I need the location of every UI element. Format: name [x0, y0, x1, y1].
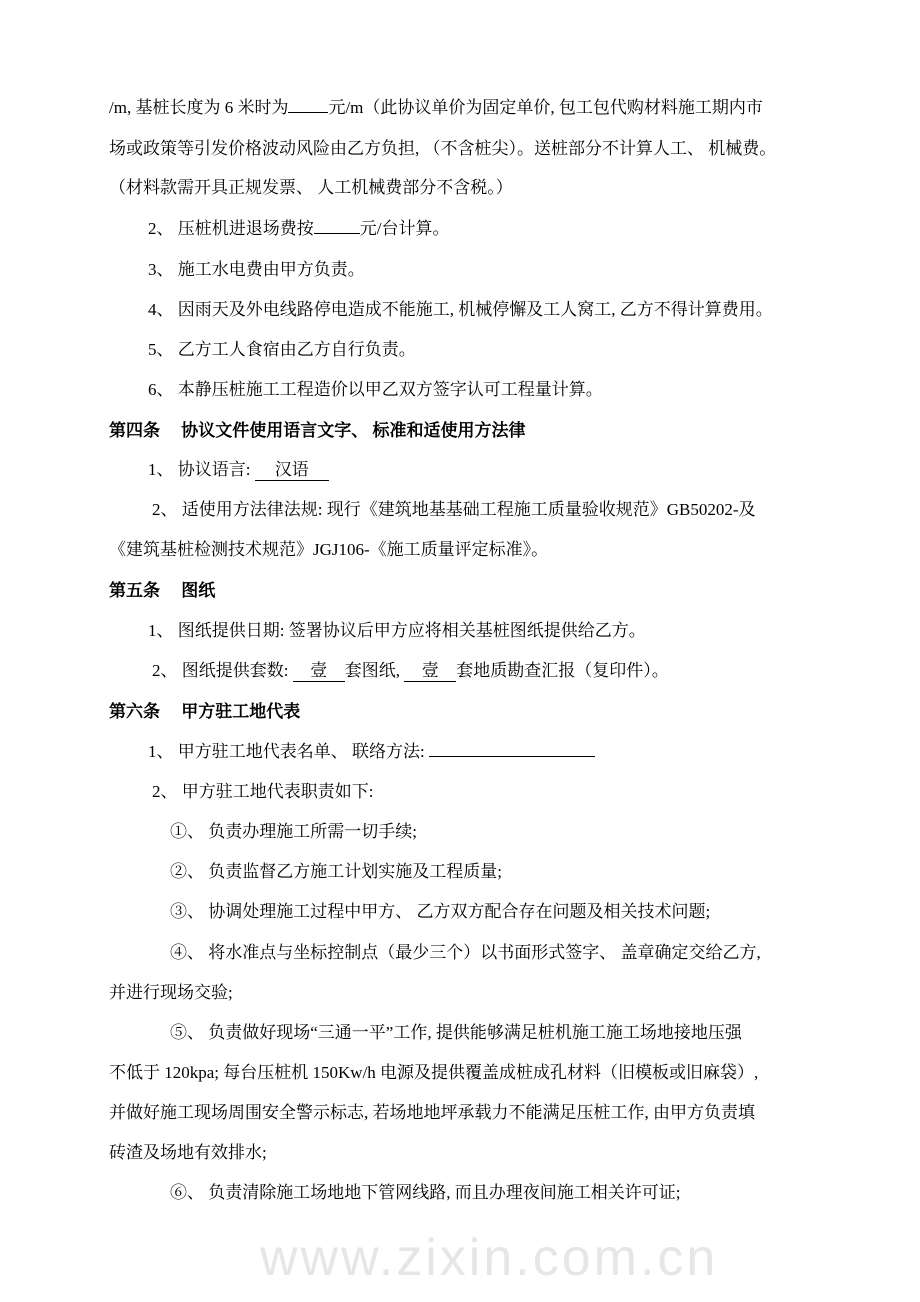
text-line: 2、 适使用方法律法规: 现行《建筑地基基础工程施工质量验收规范》GB50202-及: [152, 500, 756, 519]
text-line: （材料款需开具正规发票、 人工机械费部分不含税。）: [109, 178, 513, 197]
text-line: 不低于 120kpa; 每台压桩机 150Kw/h 电源及提供覆盖成桩成孔材料（旧模板或旧麻袋）,: [109, 1063, 759, 1082]
text-line: 3、 施工水电费由甲方负责。: [148, 260, 365, 279]
text-line: [109, 88, 763, 128]
text: 套地质勘查汇报（复印件）。: [456, 661, 669, 680]
text-line: 《建筑基桩检测技术规范》JGJ106-《施工质量评定标准》。: [109, 540, 549, 559]
text-line: 砖渣及场地有效排水;: [109, 1143, 267, 1162]
text: 1、 协议语言:: [148, 460, 251, 479]
text-line: 场或政策等引发价格波动风险由乙方负担, （不含桩尖）。送桩部分不计算人工、 机械费。: [109, 139, 777, 158]
text-line: 1、 图纸提供日期: 签署协议后甲方应将相关基桩图纸提供给乙方。: [148, 621, 646, 640]
text-line: 2、 甲方驻工地代表职责如下:: [152, 782, 374, 801]
filled-field: 壹: [293, 661, 345, 682]
text-line: ⑥、 负责清除施工场地地下管网线路, 而且办理夜间施工相关许可证;: [170, 1183, 681, 1202]
text-line: [148, 450, 329, 490]
text-line: 并做好施工现场周围安全警示标志, 若场地地坪承载力不能满足压桩工作, 由甲方负责填: [109, 1103, 755, 1122]
section-heading: 第六条 甲方驻工地代表: [109, 702, 301, 721]
text-line: ①、 负责办理施工所需一切手续;: [170, 822, 417, 841]
text: 2、 图纸提供套数:: [152, 661, 289, 680]
text-line: ③、 协调处理施工过程中甲方、 乙方双方配合存在问题及相关技术问题;: [170, 902, 711, 921]
watermark: www.zixin.com.cn: [260, 1229, 719, 1287]
blank-field: [429, 756, 595, 757]
text: 元/台计算。: [359, 219, 450, 238]
text: 1、 甲方驻工地代表名单、 联络方法:: [148, 742, 425, 761]
text: /m, 基桩长度为 6 米时为: [109, 98, 289, 117]
blank-field: [314, 233, 360, 234]
text-line: ⑤、 负责做好现场“三通一平”工作, 提供能够满足桩机施工施工场地接地压强: [170, 1023, 742, 1042]
section-heading: 第五条 图纸: [109, 581, 216, 600]
filled-field: 汉语: [255, 460, 329, 481]
text-line: 6、 本静压桩施工工程造价以甲乙双方签字认可工程量计算。: [148, 380, 603, 399]
text-line: 5、 乙方工人食宿由乙方自行负责。: [148, 340, 416, 359]
text-line: 并进行现场交验;: [109, 983, 233, 1002]
text: 套图纸,: [344, 661, 400, 680]
text: 元/m（此协议单价为固定单价, 包工包代购材料施工期内市: [328, 98, 763, 117]
text-line: ④、 将水准点与坐标控制点（最少三个）以书面形式签字、 盖章确定交给乙方,: [170, 943, 761, 962]
text-line: [148, 209, 449, 249]
text-line: 4、 因雨天及外电线路停电造成不能施工, 机械停懈及工人窝工, 乙方不得计算费用。: [148, 300, 773, 319]
section-heading: 第四条 协议文件使用语言文字、 标准和适使用方法律: [109, 421, 526, 440]
filled-field: 壹: [404, 661, 456, 682]
text: 2、 压桩机进退场费按: [148, 219, 314, 238]
blank-field: [288, 112, 328, 113]
text-line: [148, 732, 595, 772]
text-line: [152, 651, 669, 691]
text-line: ②、 负责监督乙方施工计划实施及工程质量;: [170, 862, 502, 881]
